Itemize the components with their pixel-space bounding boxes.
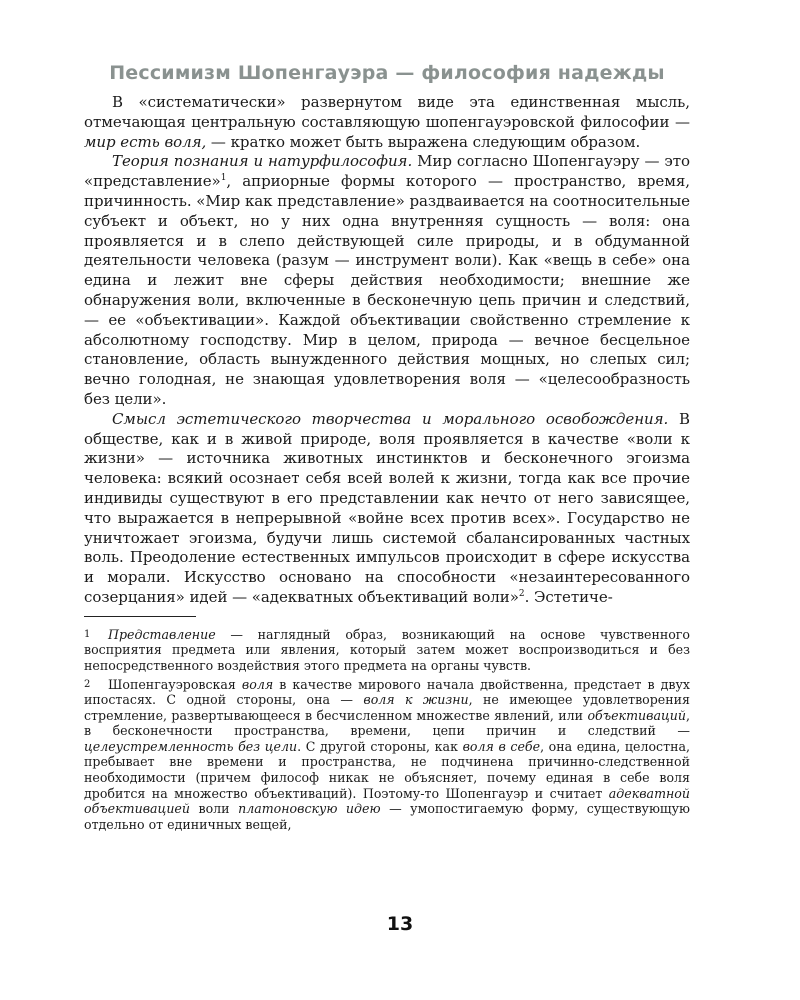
section-heading-italic: Теория познания и натурфилософия. — [112, 152, 413, 171]
text-run: , априорные формы которого — пространство, время, причинность. «Мир как представление» раздваивается на соотносительные субъект и объект, но у них одна внутренняя сущность — воля: она проявляется и в слепо действующей силе природы, и в обдуманной деятельности человека (разум — инструмент воли). Как «вещь в себе» она едина и лежит вне сферы действия необходимости; внешние же обнаружения воли, включенные в бесконечную цепь причин и следствий, — ее «объективации». Каждой объективации свойственно стремление к абсолютному господству. Мир в целом, природа — вечное бесцельное становление, область вынужденного действия мощных, но слепых сил; вечно голодная, не знающая удовлетворения воля — «целесообразность без цели». — [84, 172, 690, 408]
italic-run: объективаций — [587, 707, 686, 723]
text-run: в качестве мирового начала двойственна, предстает в двух ипостасях. С одной стороны, она — — [84, 676, 690, 708]
text-run: , в бесконечности пространства, времени, цепи причин и следствий — — [84, 707, 690, 739]
text-run: В обществе, как и в живой природе, воля проявляется в качестве «воли к жизни» — источника животных инстинктов и бесконечного эгоизма человека: всякий осознает себя всей волей к жизни, тогда как все прочие индивиды существуют в его представлении как нечто от него зависящее, что выражается в непрерывной «войне всех против всех». Государство не уничтожает эгоизма, будучи лишь системой сбалансированных частных воль. Преодоление естественных импульсов происходит в сфере искусства и морали. Искусство основано на способности «незаинтересованного созерцания» идей — «адекватных объективаций воли» — [84, 409, 690, 606]
footnote-divider — [84, 616, 196, 617]
text-run: . С другой стороны, как — [297, 738, 463, 754]
italic-run: платоновскую идею — [238, 801, 381, 817]
italic-run: целеустремленность без цели — [84, 738, 298, 754]
text-run: , не имеющее удовлетворения стремление, развертывающееся в бесчисленном множестве явлений, или — [84, 692, 690, 723]
footnote-ref: 1 — [220, 173, 227, 184]
footnote — [84, 677, 690, 833]
italic-run: адекватной объективацией — [84, 785, 690, 817]
footnote-number: 1 — [84, 628, 91, 640]
running-title: Пессимизм Шопенгауэра — философия надежды — [109, 62, 665, 84]
text-run: — наглядный образ, возникающий на основе чувственного восприятия предмета или явления, который затем может воспроизводиться и без непосредственного воздействия этого предмета на органы чувств. — [84, 626, 690, 673]
text-run: В «систематически» развернутом виде эта единственная мысль, отмечающая центральную составляющую шопенгауэровской философии — — [84, 93, 690, 131]
text-run: . Эстетиче- — [524, 587, 613, 606]
text-run: — умопостигаемую форму, существующую отдельно от единичных вещей, — [84, 801, 690, 832]
footnote-ref: 2 — [518, 588, 525, 599]
paragraph — [84, 93, 690, 152]
paragraph — [84, 410, 690, 608]
text-run: воли — [190, 801, 239, 817]
italic-run: воля в себе — [462, 738, 541, 754]
book-page — [84, 62, 690, 835]
footnote — [84, 627, 690, 674]
italic-run: мир есть воля, — [84, 132, 207, 151]
text-run: , она едина, целостна, пребывает вне времени и пространства, не подчинена причинно-следственной необходимости (причем философ никак не объясняет, почему единая в себе воля дробится на множество объективаций). Поэтому-то Шопенгауэр и считает — [84, 738, 690, 801]
footnote-number: 2 — [84, 678, 91, 690]
italic-run: Представление — [108, 626, 216, 642]
text-run: Мир согласно Шопенгауэру — это «представление» — [84, 152, 690, 191]
italic-run: воля к жизни — [363, 692, 469, 708]
italic-run: воля — [241, 676, 274, 692]
page-number: 13 — [386, 913, 414, 935]
main-text — [84, 93, 690, 608]
section-heading-italic: Смысл эстетического творчества и морального освобождения. — [112, 409, 669, 428]
paragraph — [84, 152, 690, 409]
text-run: — кратко может быть выражена следующим образом. — [206, 132, 641, 151]
text-run: Шопенгауэровская — [108, 676, 242, 692]
